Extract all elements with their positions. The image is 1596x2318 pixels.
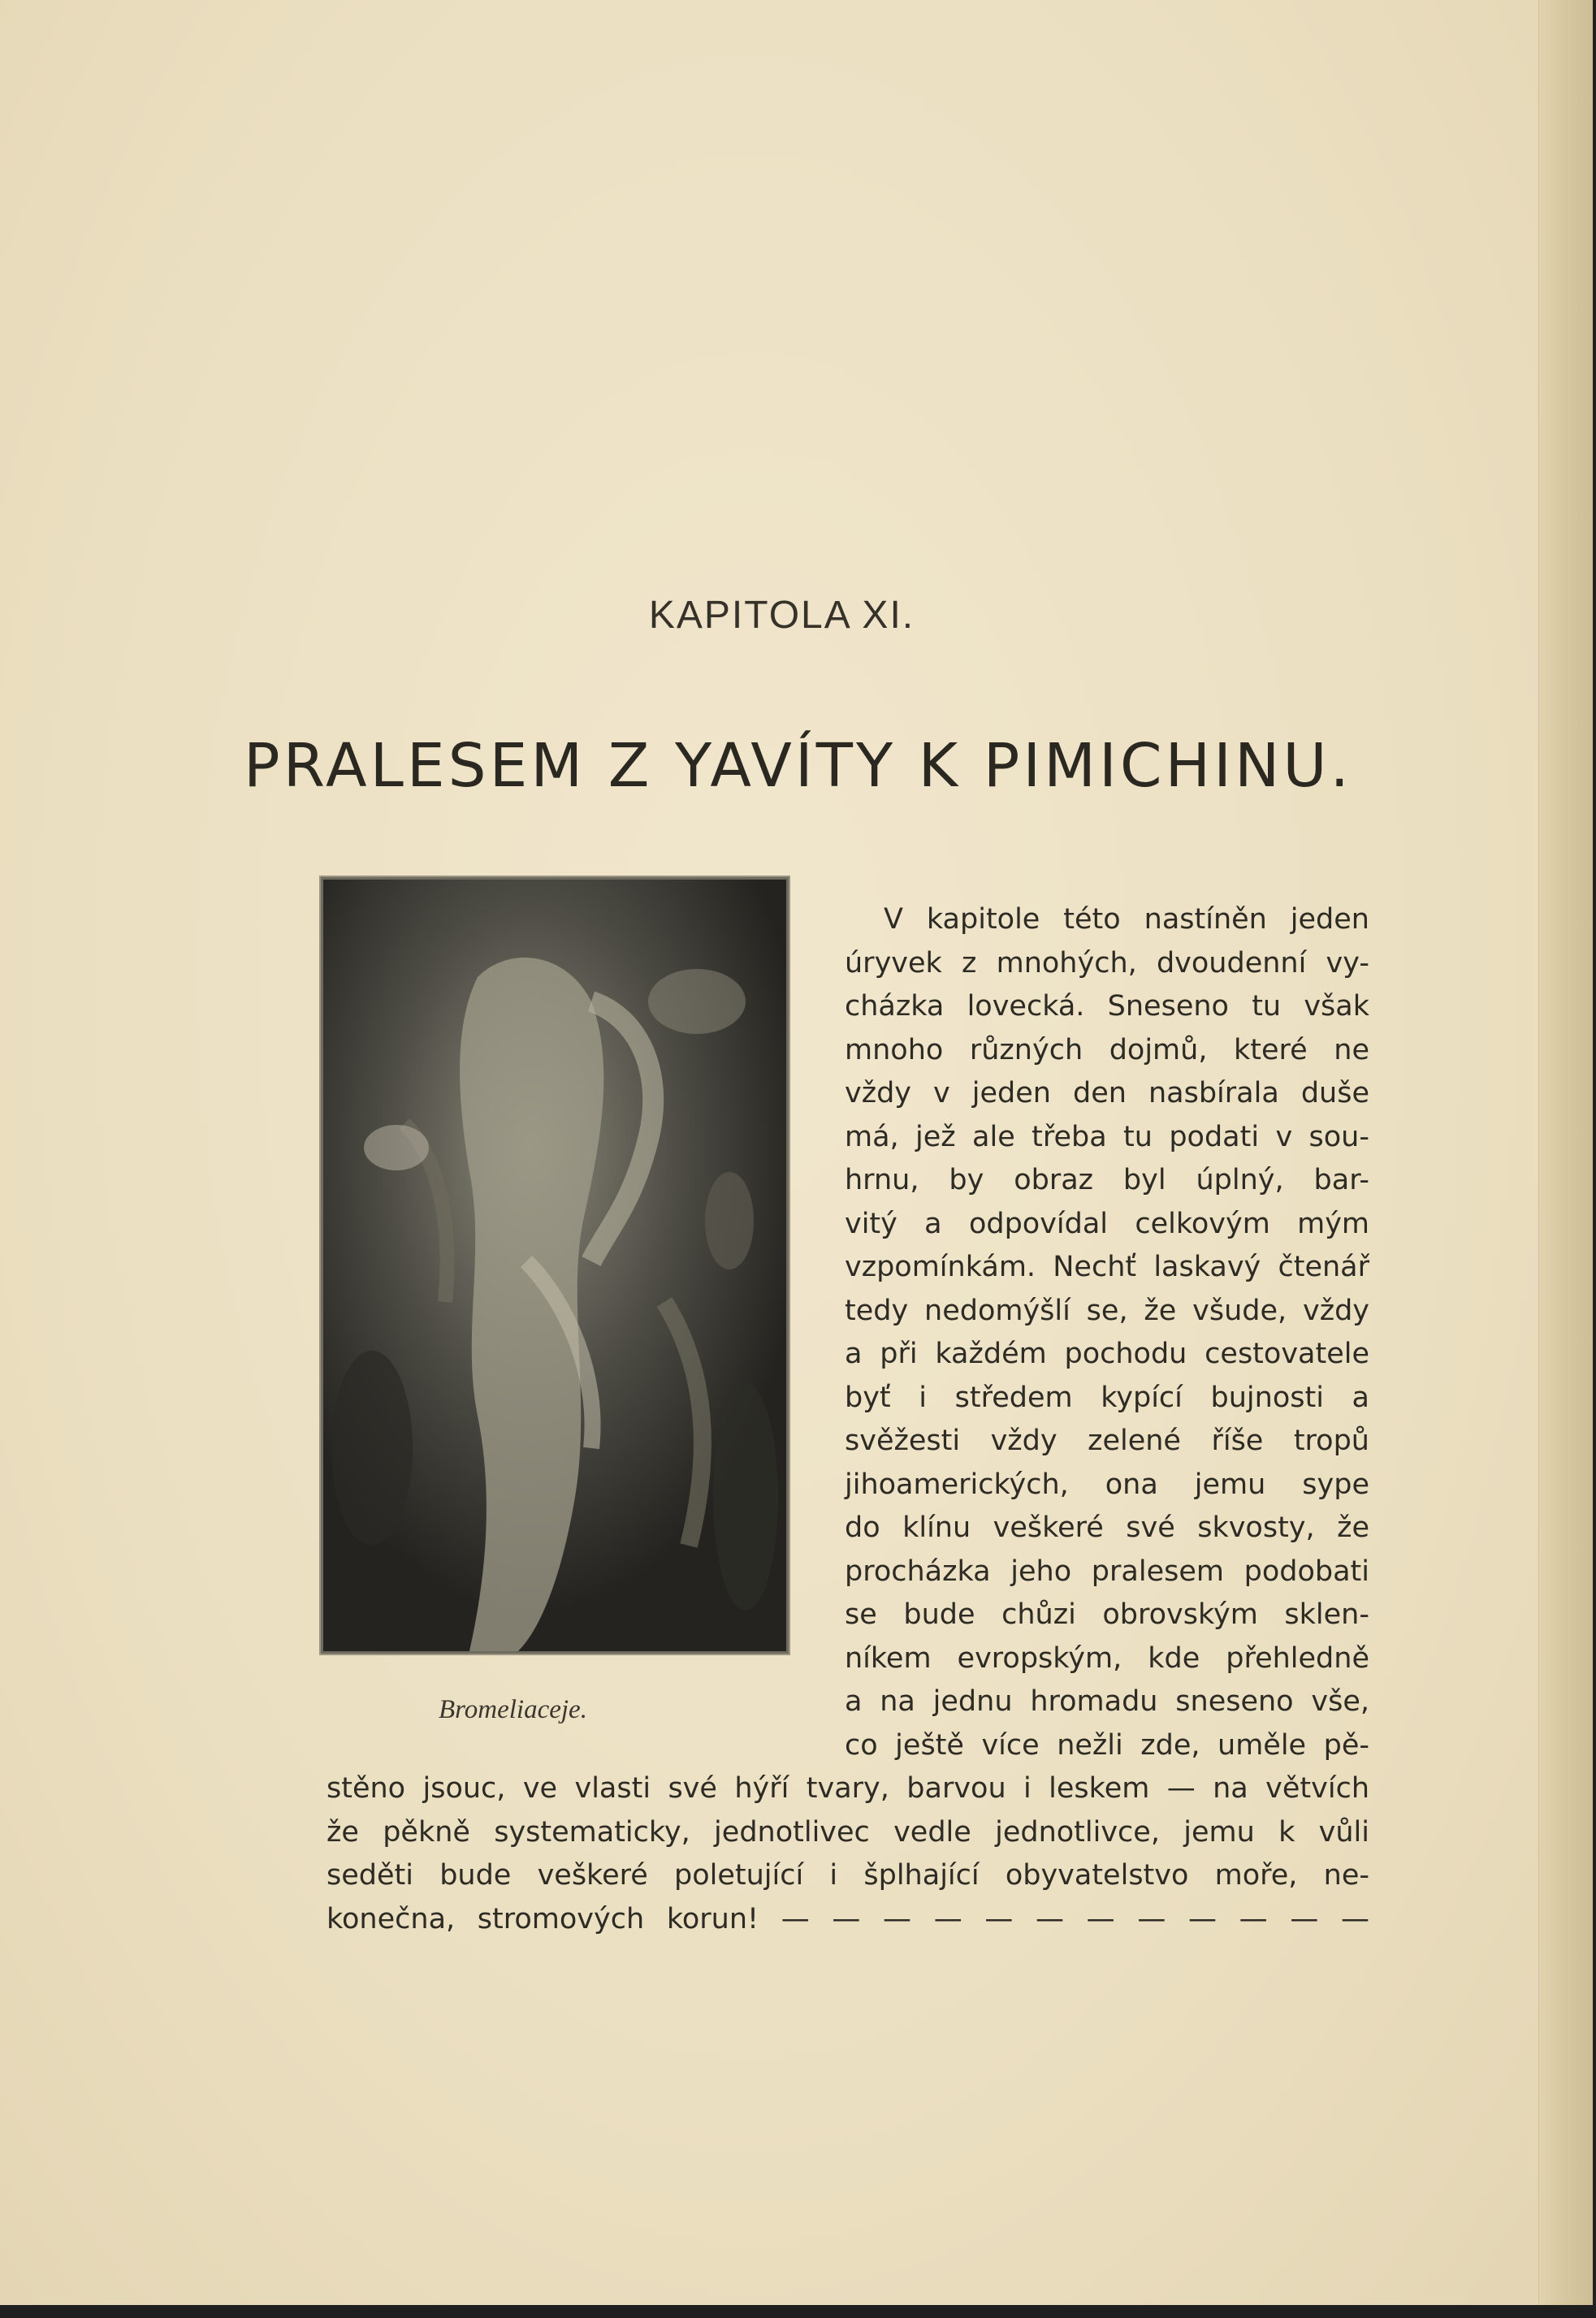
body-line: procházka jeho pralesem podobati	[845, 1555, 1369, 1588]
body-line: byť i středem kypící bujnosti a	[845, 1381, 1369, 1414]
body-line: jihoamerických, ona jemu sype	[845, 1468, 1369, 1501]
chapter-heading: KAPITOLA XI.	[648, 594, 915, 637]
body-line: V kapitole této nastíněn jeden	[884, 903, 1369, 936]
body-line: konečna, stromových korun! — — — — — — — — — — — —	[327, 1902, 1369, 1935]
bromeliad-photo-image	[323, 880, 786, 1651]
body-line: hrnu, by obraz byl úplný, bar-	[845, 1164, 1369, 1196]
body-line: se bude chůzi obrovským sklen-	[845, 1598, 1369, 1631]
body-line: má, jež ale třeba tu podati v sou-	[845, 1120, 1369, 1153]
body-line: stěno jsouc, ve vlasti své hýří tvary, barvou i leskem — na větvích	[327, 1772, 1369, 1805]
body-line: že pěkně systematicky, jednotlivec vedle jednotlivce, jemu k vůli	[327, 1815, 1369, 1849]
body-line: do klínu veškeré své skvosty, že	[845, 1511, 1369, 1544]
body-line: cházka lovecká. Sneseno tu však	[845, 990, 1369, 1023]
body-line: seděti bude veškeré poletující i šplhající obyvatelstvo moře, ne-	[327, 1859, 1369, 1892]
body-line: níkem evropským, kde přehledně	[845, 1641, 1369, 1675]
body-line: co ještě více nežli zde, uměle pě-	[845, 1728, 1369, 1762]
body-line: svěžesti vždy zelené říše tropů	[845, 1425, 1369, 1457]
book-spine-shadow	[1538, 0, 1596, 2318]
body-line: vitý a odpovídal celkovým mým	[845, 1207, 1369, 1240]
body-line: úryvek z mnohých, dvoudenní vy-	[845, 946, 1369, 980]
body-line: vzpomínkám. Nechť laskavý čtenář	[845, 1251, 1369, 1283]
figure-caption: Bromeliaceje.	[439, 1695, 587, 1724]
body-line: a na jednu hromadu sneseno vše,	[845, 1685, 1369, 1718]
chapter-title: PRALESEM Z YAVÍTY K PIMICHINU.	[243, 731, 1353, 801]
scan-edge	[1593, 0, 1596, 2318]
body-line: mnoho různých dojmů, které ne	[845, 1033, 1369, 1066]
body-line: vždy v jeden den nasbírala duše	[845, 1077, 1369, 1109]
scan-bottom-edge	[0, 2305, 1596, 2318]
body-line: a při každém pochodu cestovatele	[845, 1338, 1369, 1370]
body-line: tedy nedomýšlí se, že všude, vždy	[845, 1294, 1369, 1327]
bromeliad-photo	[321, 877, 789, 1654]
